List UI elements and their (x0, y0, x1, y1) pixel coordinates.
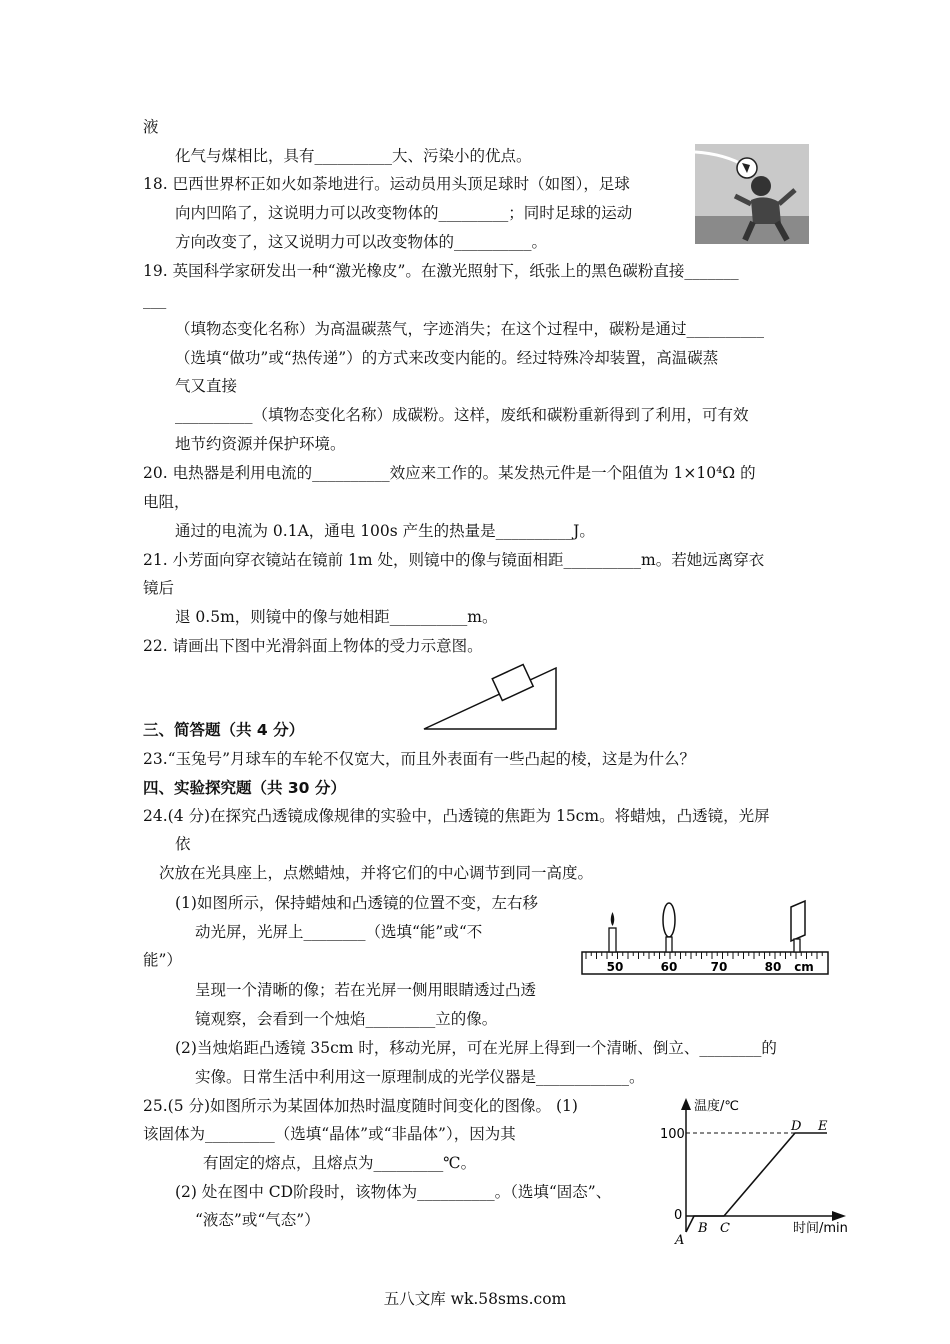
temperature-curve (686, 1133, 827, 1232)
question-25: 25.(5 分)如图所示为某固体加热时温度随时间变化的图像。 (1) (143, 1097, 578, 1115)
question-22: 22. 请画出下图中光滑斜面上物体的受力示意图。 (143, 637, 483, 655)
question-20: 20. 电热器是利用电流的__________效应来工作的。某发热元件是一个阻值为 1×10⁴Ω 的 (143, 464, 756, 482)
optical-bench-diagram (578, 895, 833, 980)
ruler-label: 70 (710, 960, 728, 974)
incline-diagram (420, 662, 560, 732)
ruler-unit: cm (794, 960, 814, 974)
text-line: 方向改变了，这又说明力可以改变物体的__________。 (175, 233, 548, 251)
question-23: 23.“玉兔号”月球车的车轮不仅宽大，而且外表面有一些凸起的棱，这是为什么？ (143, 750, 696, 768)
x-axis-label: 时间/min (793, 1221, 848, 1236)
y-axis-label: 温度/℃ (694, 1099, 739, 1114)
text-line: 化气与煤相比，具有__________大、污染小的优点。 (175, 147, 532, 165)
temperature-time-graph (650, 1092, 855, 1247)
text-line: 该固体为_________（选填“晶体”或“非晶体”），因为其 (143, 1125, 516, 1143)
text-line: __________（填物态变化名称）成碳粉。这样，废纸和碳粉重新得到了利用，可有效 (175, 406, 749, 424)
text-line: 镜观察，会看到一个烛焰_________立的像。 (195, 1010, 498, 1028)
ruler-label: 60 (660, 960, 678, 974)
text-line: 镜后 (143, 579, 175, 597)
text-line: (2) 处在图中 CD阶段时，该物体为__________。（选填“固态”、 (175, 1183, 612, 1201)
text-line: 退 0.5m，则镜中的像与她相距__________m。 (175, 608, 498, 626)
ruler-label: 80 (764, 960, 782, 974)
question-19: 19. 英国科学家研发出一种“激光橡皮”。在激光照射下，纸张上的黑色碳粉直接_______ (143, 262, 739, 280)
point-label: B (698, 1221, 708, 1236)
text-line: 次放在光具座上，点燃蜡烛，并将它们的中心调节到同一高度。 (159, 864, 594, 882)
point-label: D (791, 1119, 802, 1134)
text-line: “液态”或“气态”） (195, 1211, 320, 1229)
text-line: 实像。日常生活中利用这一原理制成的光学仪器是____________。 (195, 1068, 645, 1086)
soccer-header-photo (695, 144, 809, 244)
text-line: 能”） (143, 951, 182, 969)
ruler-label: 50 (606, 960, 624, 974)
y-tick-label: 100 (660, 1127, 685, 1142)
text-line: （选填“做功”或“热传递”）的方式来改变内能的。经过特殊冷却装置，高温碳蒸 (175, 349, 719, 367)
y-tick-label: 0 (674, 1208, 683, 1223)
text-line: 液 (143, 118, 159, 136)
text-line: 依 (175, 835, 191, 853)
text-line: (2)当烛焰距凸透镜 35cm 时，移动光屏，可在光屏上得到一个清晰、倒立、________的 (175, 1039, 777, 1057)
point-label: A (675, 1233, 685, 1247)
text-line: (1)如图所示，保持蜡烛和凸透镜的位置不变，左右移 (175, 894, 538, 912)
text-line: 通过的电流为 0.1A，通电 100s 产生的热量是__________J。 (175, 522, 595, 540)
point-label: E (818, 1119, 828, 1134)
text-line: 气又直接 (175, 377, 238, 395)
text-line: 呈现一个清晰的像；若在光屏一侧用眼睛透过凸透 (195, 981, 537, 999)
question-18: 18. 巴西世界杯正如火如荼地进行。运动员用头顶足球时（如图），足球 (143, 175, 630, 193)
text-line: 向内凹陷了，这说明力可以改变物体的_________；同时足球的运动 (175, 204, 633, 222)
point-label: C (720, 1221, 730, 1236)
text-line: ___ (143, 291, 167, 309)
question-24: 24.(4 分)在探究凸透镜成像规律的实验中，凸透镜的焦距为 15cm。将蜡烛，凸透镜，光屏 (143, 807, 770, 825)
question-21: 21. 小芳面向穿衣镜站在镜前 1m 处，则镜中的像与镜面相距__________m。若她远离穿衣 (143, 551, 765, 569)
section-heading: 四、实验探究题（共 30 分） (143, 779, 346, 797)
text-line: （填物态变化名称）为高温碳蒸气，字迹消失；在这个过程中，碳粉是通过__________ (175, 320, 765, 338)
page-footer: 五八文库 wk.58sms.com (383, 1290, 567, 1308)
section-heading: 三、简答题（共 4 分） (143, 721, 305, 739)
text-line: 有固定的熔点，且熔点为_________℃。 (203, 1154, 477, 1172)
text-line: 动光屏，光屏上________（选填“能”或“不 (195, 923, 483, 941)
text-line: 电阻， (143, 493, 190, 511)
text-line: 地节约资源并保护环境。 (175, 435, 346, 453)
